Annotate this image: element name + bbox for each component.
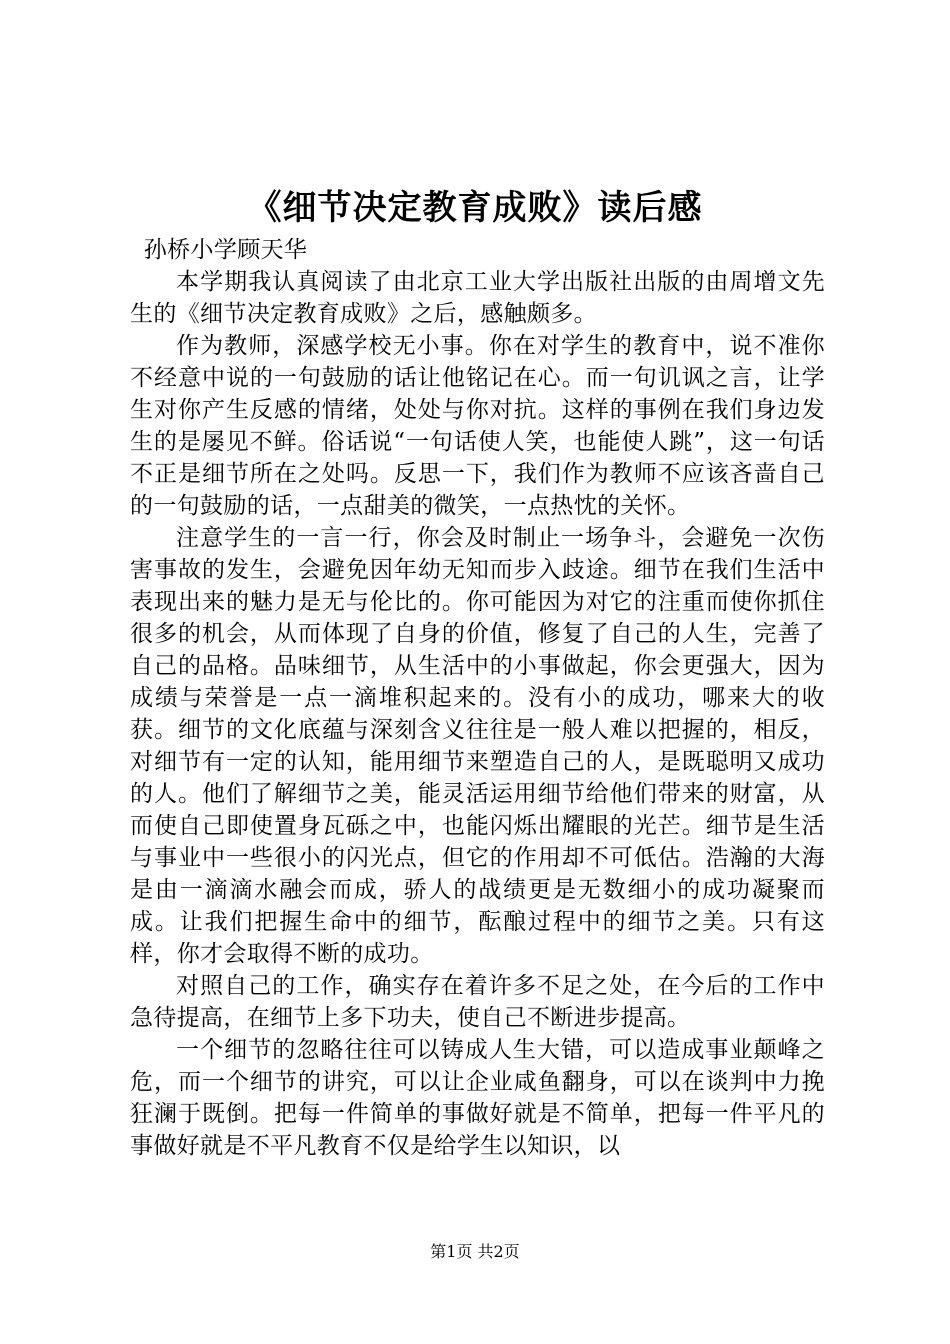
page-footer: 第1页 共2页	[430, 1242, 520, 1261]
paragraph-4: 对照自己的工作，确实存在着许多不足之处，在今后的工作中急待提高，在细节上多下功夫，使自己不断进步提高。	[130, 973, 825, 1031]
document-title: 《细节决定教育成败》读后感	[247, 188, 703, 228]
paragraph-3: 注意学生的一言一行，你会及时制止一场争斗，会避免一次伤害事故的发生，会避免因年幼无知而步入歧途。细节在我们生活中表现出来的魅力是无与伦比的。你可能因为对它的注重而使你抓住很多的机会，从而体现了自身的价值，修复了自己的人生，完善了自己的品格。品味细节，从生活中的小事做起，你会更强大，因为成绩与荣誉是一点一滴堆积起来的。没有小的成功，哪来大的收获。细节的文化底蕴与深刻含义往往是一般人难以把握的，相反，对细节有一定的认知，能用细节来塑造自己的人，是既聪明又成功的人。他们了解细节之美，能灵活运用细节给他们带来的财富，从而使自己即使置身瓦砾之中，也能闪烁出耀眼的光芒。细节是生活与事业中一些很小的闪光点，但它的作用却不可低估。浩瀚的大海是由一滴滴水融会而成，骄人的战绩更是无数细小的成功凝聚而成。让我们把握生命中的细节，酝酿过程中的细节之美。只有这样，你才会取得不断的成功。	[130, 525, 825, 967]
document-body	[130, 234, 825, 1162]
author-line: 孙桥小学顾天华	[143, 237, 308, 263]
paragraph-2: 作为教师，深感学校无小事。你在对学生的教育中，说不准你不经意中说的一句鼓励的话让他铭记在心。而一句讥讽之言，让学生对你产生反感的情绪，处处与你对抗。这样的事例在我们身边发生的是屡见不鲜。俗话说“一句话使人笑，也能使人跳”，这一句话不正是细节所在之处吗。反思一下，我们作为教师不应该吝啬自己的一句鼓励的话，一点甜美的微笑，一点热忱的关怀。	[130, 333, 825, 519]
paragraph-5: 一个细节的忽略往往可以铸成人生大错，可以造成事业颠峰之危，而一个细节的讲究，可以让企业咸鱼翻身，可以在谈判中力挽狂澜于既倒。把每一件简单的事做好就是不简单，把每一件平凡的事做好就是不平凡教育不仅是给学生以知识，以	[130, 1037, 825, 1159]
paragraph-1: 本学期我认真阅读了由北京工业大学出版社出版的由周增文先生的《细节决定教育成败》之后，感触颇多。	[130, 269, 825, 327]
